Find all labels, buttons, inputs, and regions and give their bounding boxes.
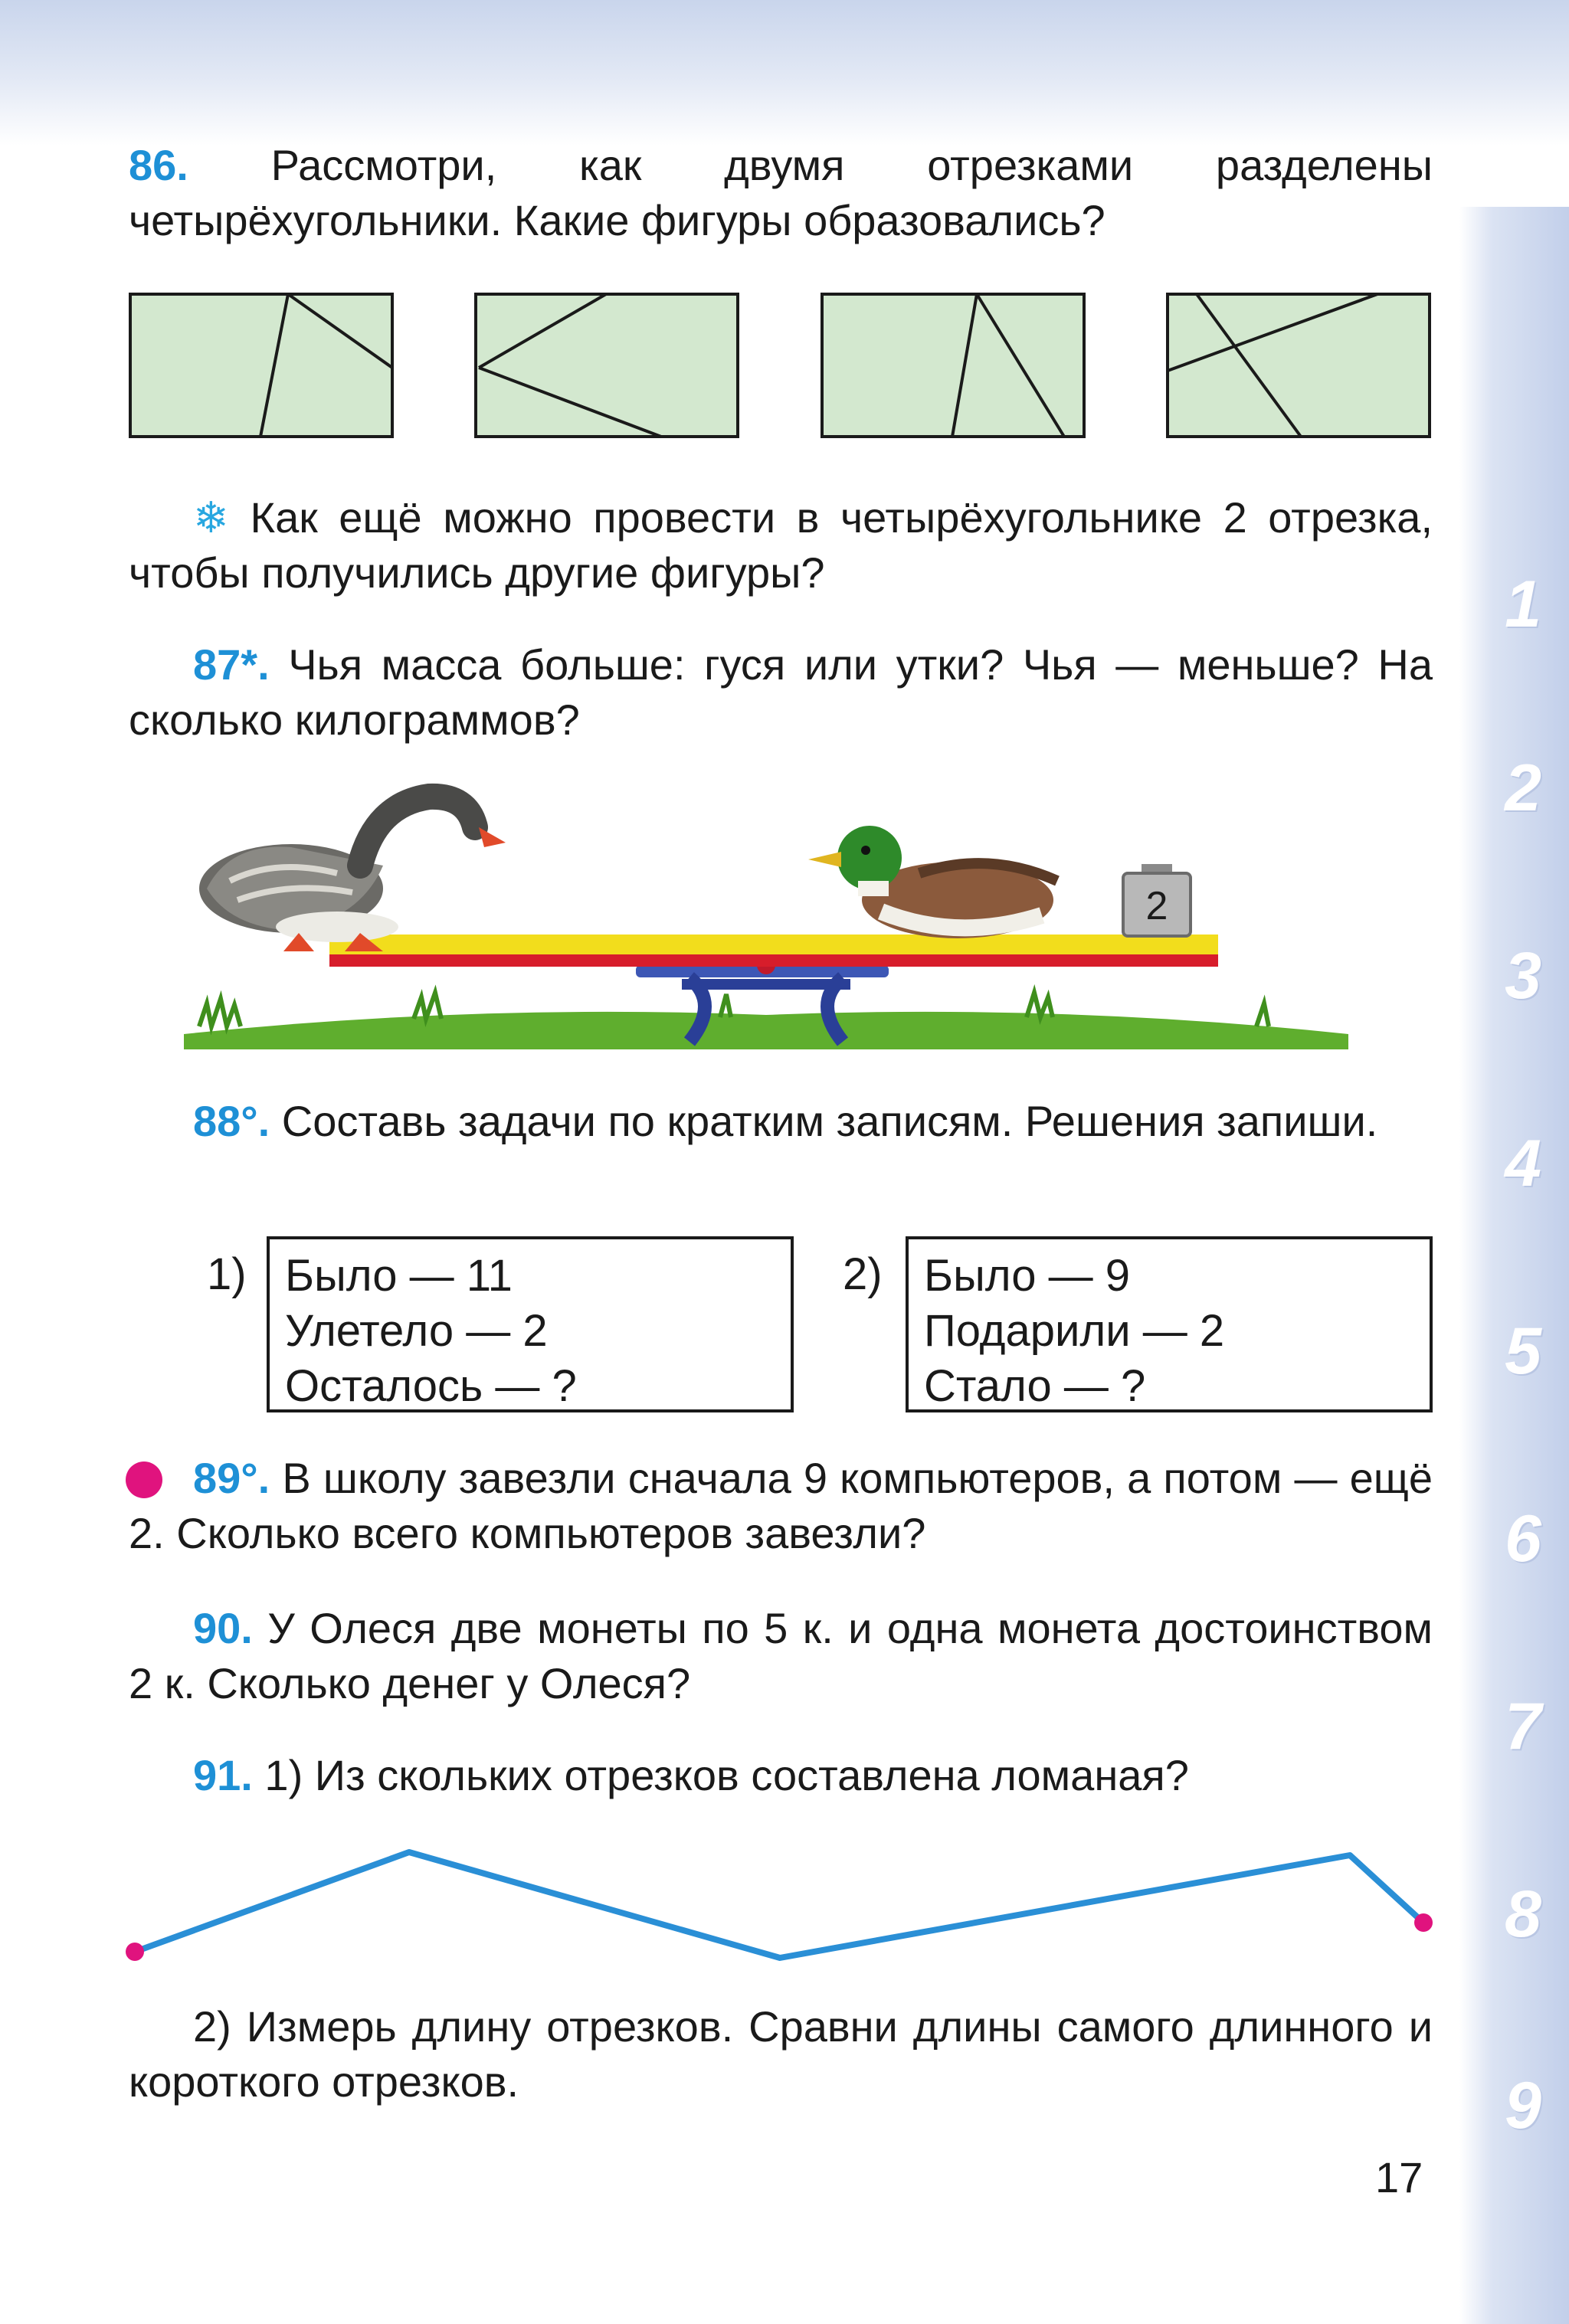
task-text: Рассмотри, как двумя отрезками разделены четырёхугольники. Какие фигуры образовались? (129, 141, 1433, 244)
record-line: Улетело — 2 (285, 1306, 548, 1356)
page-number: 17 (1375, 2153, 1423, 2201)
task-text: В школу завезли сначала 9 компьютеров, а потом — ещё 2. Сколько всего компьютеров завезли? (129, 1454, 1433, 1557)
chapter-tab-5[interactable]: 5 (1505, 1314, 1541, 1388)
chapter-tab-9[interactable]: 9 (1505, 2069, 1541, 2142)
task-number: 87*. (193, 640, 270, 689)
task-91-part-2 (129, 1999, 1433, 2110)
chapter-tab-strip (1459, 207, 1569, 2324)
snowflake-task (129, 490, 1433, 601)
record-2-label: 2) (843, 1249, 883, 1299)
polyline-start-point (126, 1943, 144, 1961)
task-91 (129, 1748, 1433, 1803)
chapter-tab-6[interactable]: 6 (1505, 1502, 1541, 1576)
chapter-tab-7[interactable]: 7 (1505, 1690, 1541, 1763)
short-record-1 (267, 1236, 794, 1412)
quadrilateral-3 (821, 293, 1086, 438)
record-1-label: 1) (207, 1249, 247, 1299)
seesaw-plank (329, 935, 1218, 954)
grass (184, 1012, 1348, 1049)
chapter-tab-2[interactable]: 2 (1505, 751, 1541, 825)
task-number: 91. (193, 1751, 253, 1799)
record-line: Было — 9 (924, 1251, 1130, 1301)
task-90 (129, 1601, 1433, 1711)
task-number: 86. (129, 141, 188, 189)
record-line: Стало — ? (924, 1361, 1146, 1411)
chapter-tab-1[interactable]: 1 (1505, 568, 1541, 641)
weight-2kg (1123, 864, 1191, 936)
weight-label: 2 (1145, 884, 1168, 928)
chapter-tab-8[interactable]: 8 (1505, 1877, 1541, 1951)
task-number: 89°. (193, 1454, 270, 1502)
goose (199, 797, 506, 951)
task-number: 90. (193, 1604, 253, 1652)
task-86 (129, 138, 1433, 248)
task-text: Составь задачи по кратким записям. Решения запиши. (270, 1097, 1378, 1145)
task-number: 88°. (193, 1097, 270, 1145)
quadrilateral-1 (129, 293, 394, 438)
broken-line (0, 1823, 1569, 1976)
record-line: Подарили — 2 (924, 1306, 1225, 1356)
task-text: Чья масса больше: гуся или утки? Чья — меньше? На сколько килограммов? (129, 640, 1433, 744)
page-header-band (0, 0, 1569, 146)
task-89 (129, 1451, 1433, 1561)
snowflake-task-text: Как ещё можно провести в четырёхугольнике 2 отрезка, чтобы получились другие фигуры? (129, 493, 1433, 597)
polyline-segments (135, 1852, 1423, 1958)
record-line: Осталось — ? (285, 1361, 577, 1411)
chapter-tab-4[interactable]: 4 (1505, 1127, 1541, 1200)
short-record-2 (906, 1236, 1433, 1412)
snowflake-icon: ❄ (193, 493, 229, 542)
seesaw-illustration (184, 774, 1348, 1049)
chapter-tab-3[interactable]: 3 (1505, 939, 1541, 1013)
record-line: Было — 11 (285, 1251, 513, 1301)
task-87 (129, 637, 1433, 748)
quadrilateral-2 (474, 293, 739, 438)
task-88 (129, 1094, 1433, 1149)
duck (808, 826, 1057, 938)
task-part-1: 1) Из скольких отрезков составлена ломаная? (252, 1751, 1189, 1799)
task-part-2: 2) Измерь длину отрезков. Сравни длины самого длинного и короткого отрезков. (129, 2002, 1433, 2106)
task-text: У Олеся две монеты по 5 к. и одна монета достоинством 2 к. Сколько денег у Олеся? (129, 1604, 1433, 1707)
polyline-end-point (1414, 1913, 1433, 1932)
quadrilateral-4 (1166, 293, 1431, 438)
